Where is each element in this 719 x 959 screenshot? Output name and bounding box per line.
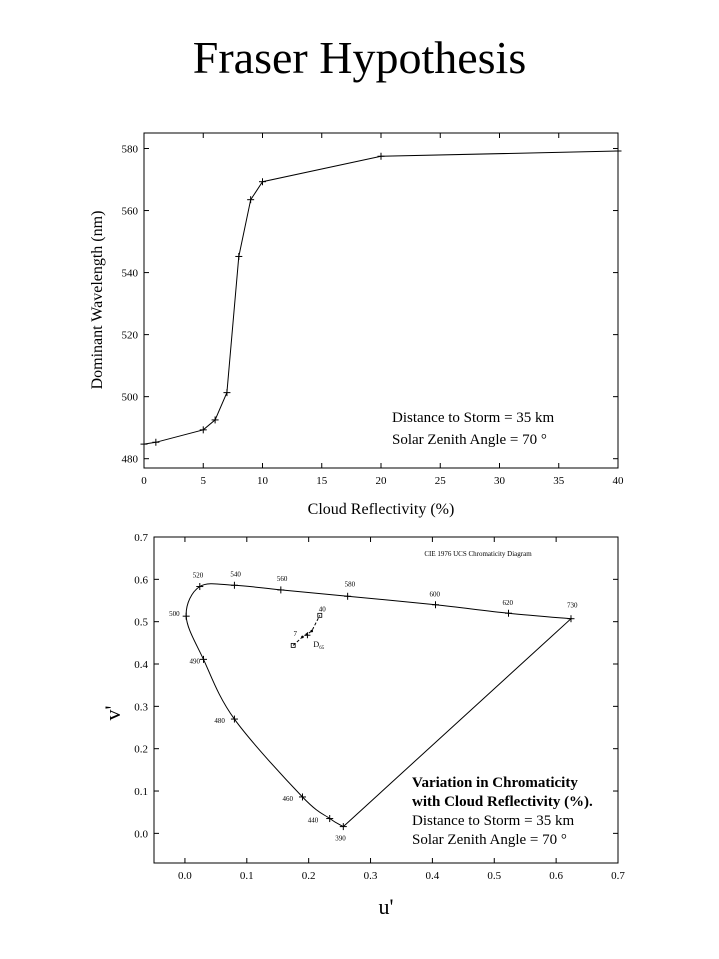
- chart2-y-tick-label: 0.1: [134, 786, 148, 799]
- chart1-y-tick-label: 540: [121, 267, 138, 280]
- chart1-x-tick-label: 40: [612, 475, 624, 487]
- chart1-x-tick-label: 15: [316, 475, 328, 487]
- chart2-y-tick-label: 0.0: [134, 828, 148, 841]
- chart2-wavelength-label: 600: [429, 590, 440, 599]
- chart1-data-point: [235, 253, 242, 260]
- chart2-locus-point: [200, 656, 207, 663]
- chart2-x-tick-label: 0.6: [549, 870, 564, 882]
- chart2-y-tick-label: 0.6: [134, 574, 148, 587]
- chart2-y-tick-label: 0.3: [134, 701, 148, 714]
- chart1-y-axis-label: Dominant Wavelength (nm): [89, 210, 106, 390]
- chart2-locus-point: [432, 601, 439, 608]
- chart2-reflectivity-point: [301, 636, 304, 639]
- chart1-data-point: [141, 441, 148, 448]
- chart2-x-tick-label: 0.1: [239, 870, 254, 882]
- chart2-y-tick-label: 0.2: [134, 743, 148, 756]
- chart2-wavelength-label: 560: [276, 574, 288, 583]
- chart2-reflectivity-label: 40: [318, 605, 326, 614]
- chart1-y-tick-label: 500: [121, 391, 138, 404]
- chart2-wavelength-label: 580: [344, 580, 356, 589]
- chart1-data-point: [247, 196, 254, 203]
- chart2-x-tick-label: 0.7: [611, 870, 625, 882]
- chart2-locus-point: [505, 610, 512, 617]
- wavelength-chart: [89, 133, 624, 518]
- chart1-data-point: [259, 178, 266, 185]
- chart2-wavelength-label: 480: [214, 717, 225, 726]
- chart1-data-point: [378, 153, 385, 160]
- chart2-wavelength-label: 620: [502, 599, 513, 608]
- chart2-wavelength-label: 730: [566, 601, 578, 610]
- chart2-x-tick-label: 0.5: [487, 870, 502, 882]
- page-title: Fraser Hypothesis: [192, 32, 527, 83]
- chart1-x-tick-label: 30: [494, 475, 505, 487]
- chart2-annotation-line3: Distance to Storm = 35 km: [412, 813, 575, 829]
- chart1-x-tick-label: 25: [434, 475, 446, 487]
- chart2-x-tick-label: 0.2: [301, 870, 316, 882]
- chart2-diagram-title: CIE 1976 UCS Chromaticity Diagram: [424, 550, 532, 558]
- chart2-locus-point: [277, 586, 284, 593]
- chart2-x-tick-label: 0.0: [178, 870, 192, 882]
- chart1-x-tick-label: 5: [200, 475, 206, 487]
- chart2-x-axis-label: u': [378, 894, 394, 919]
- chart2-y-tick-label: 0.5: [134, 616, 148, 629]
- chart2-x-tick-label: 0.4: [425, 870, 440, 882]
- chart2-whitepoint-label: $D_{65}$: [313, 640, 325, 652]
- chart1-x-tick-label: 10: [257, 475, 268, 487]
- chart1-y-tick-label: 580: [121, 143, 138, 156]
- chart1-annotation-distance: Distance to Storm = 35 km: [392, 410, 555, 426]
- chart2-reflectivity-label: 7: [293, 629, 297, 638]
- chart2-locus-point: [183, 613, 190, 620]
- chart1-y-tick-label: 560: [121, 205, 138, 218]
- chart2-y-axis-label: v': [100, 705, 125, 721]
- chart2-y-tick-label: 0.7: [134, 532, 148, 544]
- chromaticity-chart: [100, 532, 625, 919]
- chart1-x-tick-label: 20: [375, 475, 387, 487]
- chart1-annotation-zenith: Solar Zenith Angle = 70 °: [392, 432, 547, 448]
- chart1-data-point: [152, 439, 159, 446]
- chart2-locus-point: [344, 593, 351, 600]
- chart2-wavelength-label: 520: [192, 571, 204, 580]
- chart2-wavelength-label: 390: [335, 834, 346, 843]
- chart2-wavelength-label: 500: [169, 610, 180, 619]
- chart1-y-tick-label: 520: [121, 329, 138, 342]
- chart2-wavelength-label: 540: [230, 570, 241, 579]
- chart2-locus-point: [231, 582, 238, 589]
- chart2-locus-point: [231, 716, 238, 723]
- chart2-reflectivity-point: [310, 630, 313, 633]
- chart2-annotation-line1: Variation in Chromaticity: [412, 775, 578, 791]
- chart1-y-tick-label: 480: [121, 453, 138, 466]
- chart2-annotation-line4: Solar Zenith Angle = 70 °: [412, 832, 567, 848]
- chart1-series-line: [144, 151, 618, 444]
- chart2-wavelength-label: 490: [189, 657, 200, 666]
- chart1-data-point: [223, 389, 230, 396]
- chart2-wavelength-label: 440: [307, 816, 319, 825]
- chart2-locus-point: [326, 815, 333, 822]
- chart2-wavelength-label: 460: [282, 794, 293, 803]
- chart1-x-tick-label: 35: [553, 475, 565, 487]
- chart1-x-axis-label: Cloud Reflectivity (%): [307, 501, 455, 518]
- chart2-x-tick-label: 0.3: [363, 870, 378, 882]
- chart2-annotation-line2: with Cloud Reflectivity (%).: [412, 794, 593, 810]
- chart1-x-tick-label: 0: [141, 475, 147, 487]
- chart2-y-tick-label: 0.4: [134, 659, 148, 672]
